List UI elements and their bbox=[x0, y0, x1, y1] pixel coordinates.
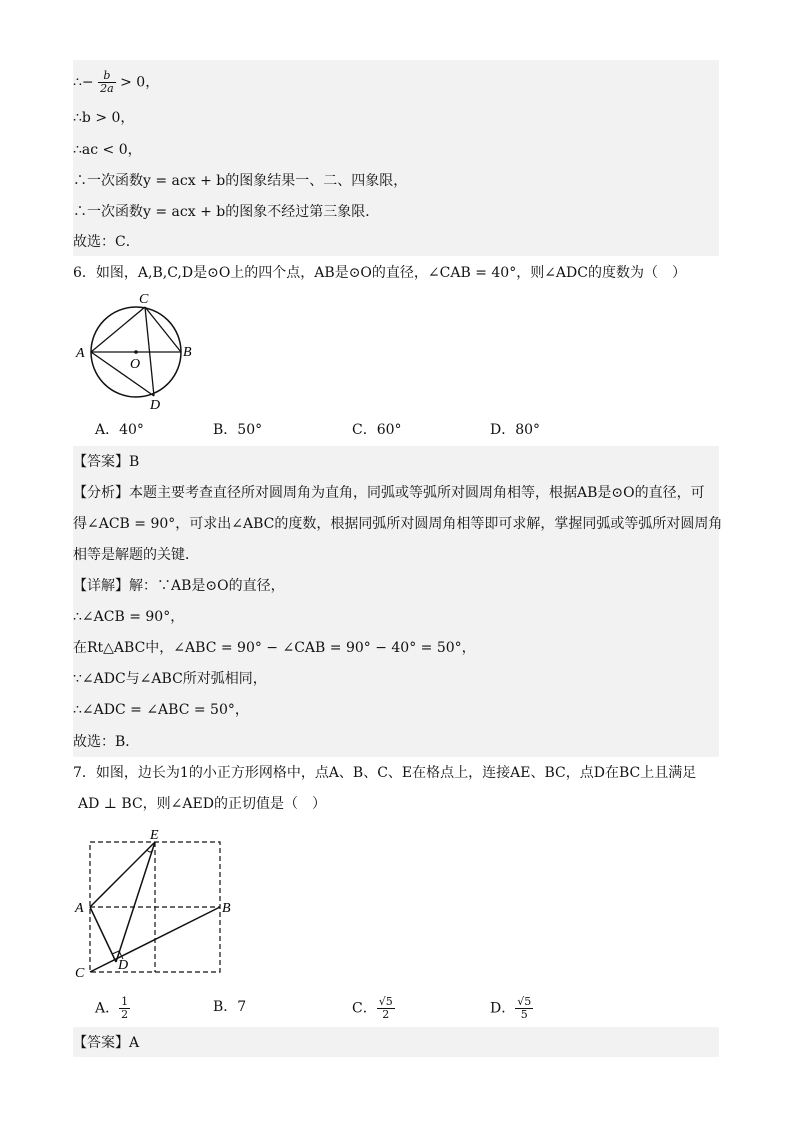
prev-line-5: ∴一次函数y = acx + b的图象不经过第三象限． bbox=[73, 204, 380, 220]
q6-analysis-1: 【分析】本题主要考查直径所对圆周角为直角，同弧或等弧所对圆周角相等，根据AB是⊙O的直径，可 bbox=[73, 485, 705, 501]
q6-label-d: D bbox=[150, 398, 161, 410]
prev-line-6: 故选：C． bbox=[73, 234, 140, 250]
q7-option-d[interactable]: D． $\frac{√5}{5}$ bbox=[490, 995, 532, 1021]
q6-detail-6: 故选：B． bbox=[73, 734, 140, 750]
q6-label-o: O bbox=[130, 357, 141, 372]
q7-label-c: C bbox=[75, 966, 85, 981]
q6-detail-5: ∴∠ADC = ∠ABC = 50°， bbox=[73, 702, 249, 718]
q6-label-a: A bbox=[76, 346, 85, 361]
q7-option-b[interactable]: B．7 bbox=[213, 999, 247, 1015]
q6-detail-3: 在Rt△ABC中，∠ABC = 90° − ∠CAB = 90° − 40° = 50°， bbox=[73, 640, 476, 656]
q7-label-a: A bbox=[75, 901, 84, 916]
q6-option-a[interactable]: A．40° bbox=[95, 422, 144, 438]
fraction-b-over-2a: $\frac{b}{2a}$ bbox=[100, 69, 114, 95]
q7-option-a[interactable]: A． $\frac{1}{2}$ bbox=[95, 995, 129, 1021]
q6-option-b[interactable]: B．50° bbox=[213, 422, 263, 438]
prev-line-3: ∴ac < 0， bbox=[73, 142, 142, 158]
q6-label-c: C bbox=[139, 292, 149, 307]
q6-label-b: B bbox=[183, 345, 192, 360]
q7-label-b: B bbox=[222, 901, 231, 916]
prev-line-2: ∴b > 0， bbox=[73, 110, 135, 126]
prev-line-4: ∴一次函数y = acx + b的图象结果一、二、四象限， bbox=[73, 173, 408, 189]
q6-detail-2: ∴∠ACB = 90°， bbox=[73, 609, 185, 625]
q6-detail-1: 【详解】解：∵AB是⊙O的直径， bbox=[73, 578, 285, 594]
q6-analysis-2: 得∠ACB = 90°，可求出∠ABC的度数，根据同弧所对圆周角相等即可求解，掌握同弧或等弧所对圆周角 bbox=[73, 516, 723, 532]
q6-circle-figure bbox=[75, 290, 195, 410]
q6-option-c[interactable]: C．60° bbox=[352, 422, 402, 438]
prev-line-1: ∴− $\frac{b}{2a}$ > 0， bbox=[73, 69, 160, 95]
q6-stem: 6．如图，A,B,C,D是⊙O上的四个点，AB是⊙O的直径，∠CAB = 40°，则∠ADC的度数为（ ） bbox=[73, 265, 686, 281]
q6-detail-4: ∵∠ADC与∠ABC所对弧相同， bbox=[73, 671, 267, 687]
q7-label-e: E bbox=[150, 828, 159, 843]
q7-grid-figure bbox=[72, 822, 242, 982]
q6-option-d[interactable]: D．80° bbox=[490, 422, 541, 438]
q6-analysis-3: 相等是解题的关键． bbox=[73, 547, 199, 563]
q7-option-c[interactable]: C． $\frac{√5}{2}$ bbox=[352, 995, 393, 1021]
q6-answer: 【答案】B bbox=[73, 454, 140, 470]
q7-label-d: D bbox=[118, 958, 129, 973]
q7-stem-1: 7．如图，边长为1的小正方形网格中，点A、B、C、E在格点上，连接AE、BC，点D在BC上且满足 bbox=[73, 765, 697, 781]
q7-stem-2: AD ⊥ BC，则∠AED的正切值是（ ） bbox=[78, 796, 326, 812]
q7-answer: 【答案】A bbox=[73, 1035, 140, 1051]
